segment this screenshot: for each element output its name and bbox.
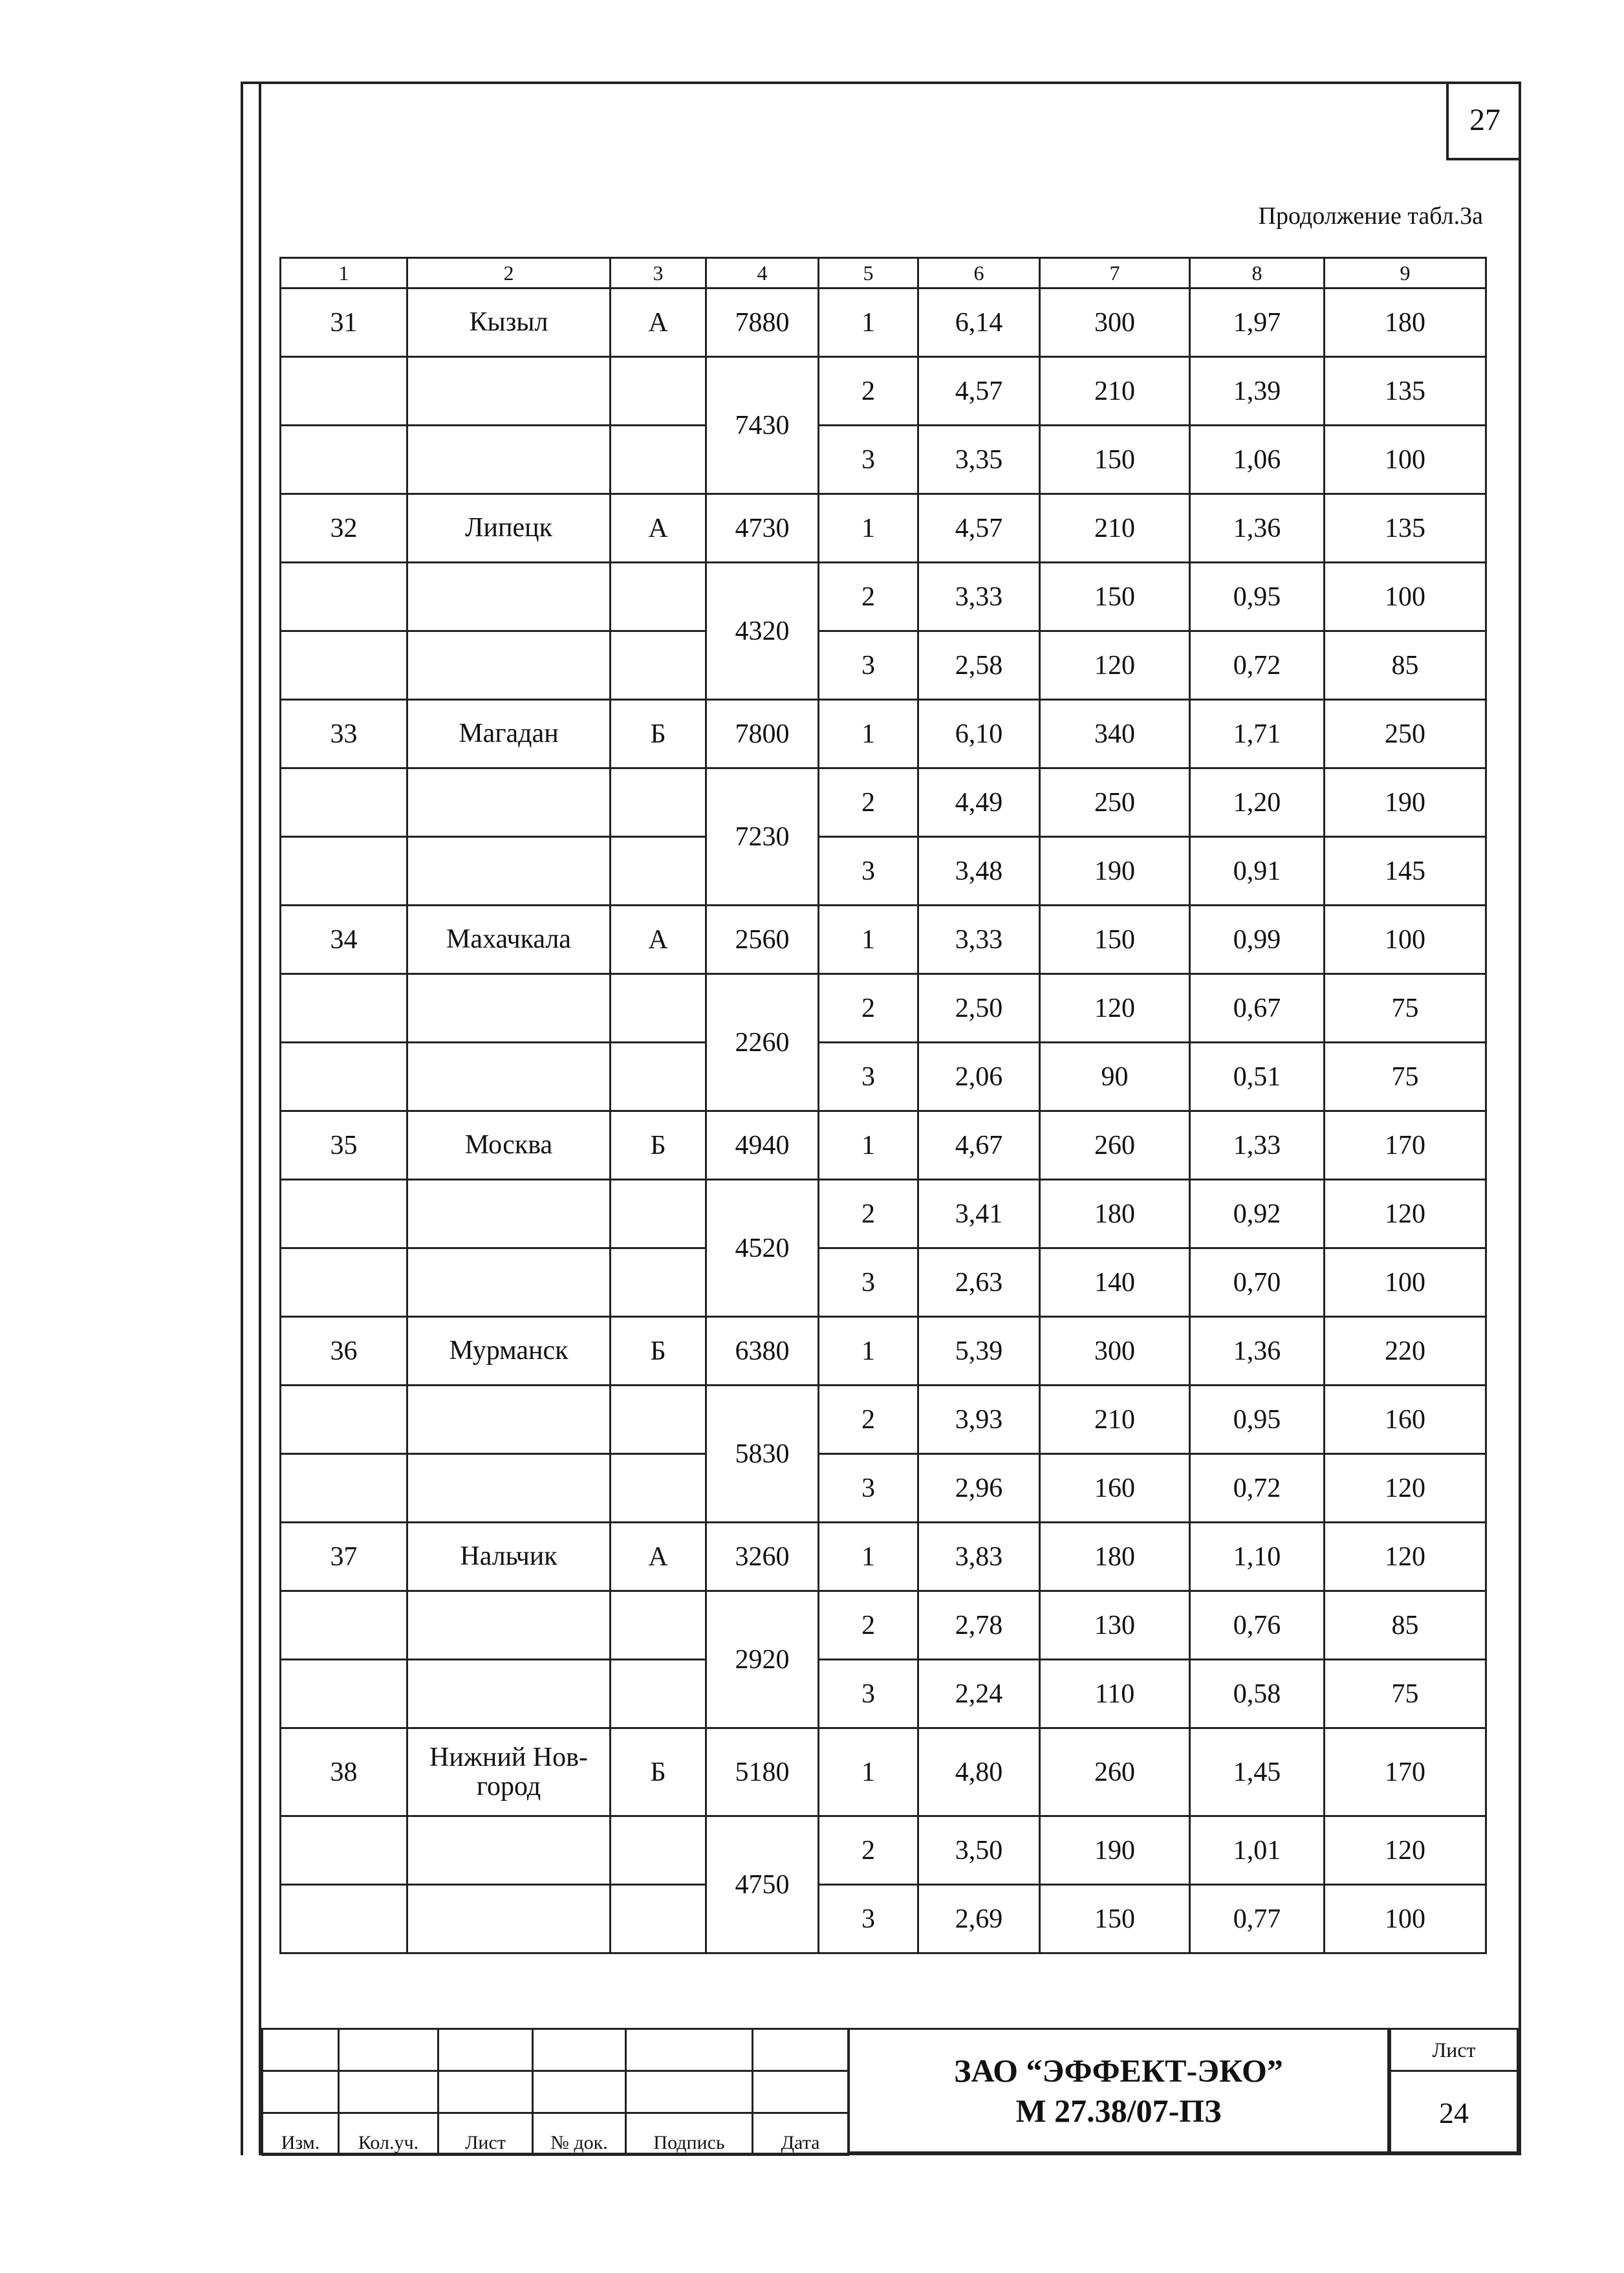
value-cell: 1 <box>819 1317 918 1386</box>
value-cell: 0,92 <box>1190 1180 1325 1248</box>
value-cell: 100 <box>1325 563 1486 631</box>
zone-cell <box>611 426 706 494</box>
value-cell: 150 <box>1040 906 1190 974</box>
city-cell: Нижний Нов- город <box>407 1728 611 1816</box>
table-row <box>281 1660 1486 1728</box>
zone-cell <box>611 974 706 1043</box>
table-row <box>281 426 1486 494</box>
value-cell: 1,45 <box>1190 1728 1325 1816</box>
city-cell <box>407 1660 611 1728</box>
value-cell: 0,99 <box>1190 906 1325 974</box>
zone-cell <box>611 768 706 837</box>
value-cell: 180 <box>1325 288 1486 357</box>
value-cell: 0,72 <box>1190 631 1325 700</box>
altitude-cell: 7800 <box>706 700 819 768</box>
city-cell: Кызыл <box>407 288 611 357</box>
value-cell: 120 <box>1040 974 1190 1043</box>
value-cell: 110 <box>1040 1660 1190 1728</box>
value-cell: 4,67 <box>918 1111 1040 1180</box>
value-cell: 3,33 <box>918 563 1040 631</box>
table-row <box>281 1043 1486 1111</box>
city-cell <box>407 1454 611 1523</box>
value-cell: 2,50 <box>918 974 1040 1043</box>
city-cell <box>407 1816 611 1885</box>
table-row <box>281 1523 1486 1591</box>
row-number-cell <box>281 768 407 837</box>
row-number-cell <box>281 1043 407 1111</box>
sheet-label: Лист <box>1391 2030 1517 2072</box>
value-cell: 160 <box>1040 1454 1190 1523</box>
value-cell: 4,57 <box>918 494 1040 563</box>
row-number-cell <box>281 1591 407 1660</box>
value-cell: 0,95 <box>1190 1386 1325 1454</box>
row-number-cell <box>281 426 407 494</box>
value-cell: 300 <box>1040 288 1190 357</box>
value-cell: 120 <box>1325 1180 1486 1248</box>
row-number-cell <box>281 1248 407 1317</box>
value-cell: 1,20 <box>1190 768 1325 837</box>
stamp-label-change: Изм. <box>263 2113 339 2155</box>
value-cell: 75 <box>1325 1043 1486 1111</box>
altitude-cell: 4320 <box>706 563 819 700</box>
altitude-cell: 2260 <box>706 974 819 1111</box>
row-number-cell <box>281 1454 407 1523</box>
value-cell: 120 <box>1040 631 1190 700</box>
value-cell: 160 <box>1325 1386 1486 1454</box>
row-number-cell <box>281 631 407 700</box>
value-cell: 135 <box>1325 357 1486 426</box>
value-cell: 0,76 <box>1190 1591 1325 1660</box>
column-number: 1 <box>281 258 407 288</box>
row-number-cell <box>281 1180 407 1248</box>
value-cell: 260 <box>1040 1728 1190 1816</box>
value-cell: 250 <box>1040 768 1190 837</box>
zone-cell: А <box>611 906 706 974</box>
row-number-cell: 36 <box>281 1317 407 1386</box>
value-cell: 145 <box>1325 837 1486 906</box>
altitude-cell: 4940 <box>706 1111 819 1180</box>
table-row <box>281 906 1486 974</box>
column-number: 4 <box>706 258 819 288</box>
table-row <box>281 1180 1486 1248</box>
table-row <box>281 1885 1486 1953</box>
zone-cell <box>611 1043 706 1111</box>
row-number-cell <box>281 1816 407 1885</box>
value-cell: 2,24 <box>918 1660 1040 1728</box>
value-cell: 1 <box>819 494 918 563</box>
value-cell: 250 <box>1325 700 1486 768</box>
value-cell: 2 <box>819 768 918 837</box>
stamp-label-doc: № док. <box>533 2113 626 2155</box>
table-row <box>281 1386 1486 1454</box>
value-cell: 135 <box>1325 494 1486 563</box>
table-row <box>281 494 1486 563</box>
zone-cell <box>611 1660 706 1728</box>
table-row <box>281 1317 1486 1386</box>
value-cell: 3,35 <box>918 426 1040 494</box>
value-cell: 2 <box>819 1180 918 1248</box>
value-cell: 3 <box>819 1454 918 1523</box>
zone-cell: Б <box>611 1111 706 1180</box>
value-cell: 120 <box>1325 1523 1486 1591</box>
value-cell: 300 <box>1040 1317 1190 1386</box>
value-cell: 3,48 <box>918 837 1040 906</box>
value-cell: 75 <box>1325 974 1486 1043</box>
altitude-cell: 7230 <box>706 768 819 906</box>
row-number-cell <box>281 974 407 1043</box>
table-row <box>281 837 1486 906</box>
value-cell: 2,96 <box>918 1454 1040 1523</box>
zone-cell <box>611 1180 706 1248</box>
sheet-number: 24 <box>1439 2096 1469 2129</box>
zone-cell <box>611 1591 706 1660</box>
value-cell: 3,93 <box>918 1386 1040 1454</box>
value-cell: 3 <box>819 1043 918 1111</box>
value-cell: 2 <box>819 563 918 631</box>
value-cell: 1 <box>819 1523 918 1591</box>
table-row <box>281 288 1486 357</box>
value-cell: 3,50 <box>918 1816 1040 1885</box>
value-cell: 3,41 <box>918 1180 1040 1248</box>
zone-cell <box>611 1386 706 1454</box>
zone-cell <box>611 1885 706 1953</box>
zone-cell <box>611 563 706 631</box>
value-cell: 120 <box>1325 1454 1486 1523</box>
value-cell: 1,01 <box>1190 1816 1325 1885</box>
row-number-cell <box>281 837 407 906</box>
zone-cell: А <box>611 288 706 357</box>
value-cell: 190 <box>1040 1816 1190 1885</box>
value-cell: 140 <box>1040 1248 1190 1317</box>
value-cell: 1,33 <box>1190 1111 1325 1180</box>
row-number-cell <box>281 357 407 426</box>
city-cell <box>407 837 611 906</box>
value-cell: 100 <box>1325 1248 1486 1317</box>
data-table <box>279 257 1487 1954</box>
value-cell: 3 <box>819 631 918 700</box>
altitude-cell: 2920 <box>706 1591 819 1728</box>
row-number-cell: 32 <box>281 494 407 563</box>
altitude-cell: 4730 <box>706 494 819 563</box>
value-cell: 0,70 <box>1190 1248 1325 1317</box>
zone-cell: Б <box>611 1728 706 1816</box>
row-number-cell: 33 <box>281 700 407 768</box>
title-block <box>261 2028 1519 2153</box>
row-number-cell <box>281 1386 407 1454</box>
city-cell: Махачкала <box>407 906 611 974</box>
value-cell: 3,83 <box>918 1523 1040 1591</box>
value-cell: 6,10 <box>918 700 1040 768</box>
city-cell <box>407 563 611 631</box>
value-cell: 0,51 <box>1190 1043 1325 1111</box>
value-cell: 2 <box>819 1591 918 1660</box>
value-cell: 2 <box>819 974 918 1043</box>
revision-grid <box>261 2028 849 2156</box>
value-cell: 1,97 <box>1190 288 1325 357</box>
altitude-cell: 2560 <box>706 906 819 974</box>
zone-cell: Б <box>611 1317 706 1386</box>
city-cell <box>407 1386 611 1454</box>
city-cell: Мурманск <box>407 1317 611 1386</box>
row-number-cell: 37 <box>281 1523 407 1591</box>
value-cell: 170 <box>1325 1728 1486 1816</box>
row-number-cell <box>281 1660 407 1728</box>
table-row <box>281 974 1486 1043</box>
value-cell: 130 <box>1040 1591 1190 1660</box>
value-cell: 100 <box>1325 906 1486 974</box>
value-cell: 2 <box>819 1386 918 1454</box>
row-number-cell: 38 <box>281 1728 407 1816</box>
value-cell: 2,06 <box>918 1043 1040 1111</box>
value-cell: 150 <box>1040 426 1190 494</box>
value-cell: 150 <box>1040 1885 1190 1953</box>
zone-cell <box>611 631 706 700</box>
altitude-cell: 5180 <box>706 1728 819 1816</box>
row-number-cell: 35 <box>281 1111 407 1180</box>
altitude-cell: 4750 <box>706 1816 819 1953</box>
value-cell: 0,77 <box>1190 1885 1325 1953</box>
value-cell: 180 <box>1040 1523 1190 1591</box>
city-cell <box>407 768 611 837</box>
altitude-cell: 7880 <box>706 288 819 357</box>
city-cell <box>407 1043 611 1111</box>
zone-cell <box>611 1816 706 1885</box>
document-code: М 27.38/07-ПЗ <box>1015 2093 1222 2129</box>
value-cell: 1,39 <box>1190 357 1325 426</box>
table-row <box>281 1248 1486 1317</box>
stamp-label-qty: Кол.уч. <box>339 2113 438 2155</box>
column-number: 9 <box>1325 258 1486 288</box>
value-cell: 1 <box>819 1728 918 1816</box>
company-name: ЗАО “ЭФФЕКТ-ЭКО” <box>954 2052 1283 2089</box>
value-cell: 2 <box>819 357 918 426</box>
value-cell: 1,36 <box>1190 1317 1325 1386</box>
value-cell: 1 <box>819 288 918 357</box>
column-number: 7 <box>1040 258 1190 288</box>
value-cell: 1,06 <box>1190 426 1325 494</box>
table-row <box>281 1816 1486 1885</box>
table-row <box>281 1728 1486 1816</box>
altitude-cell: 3260 <box>706 1523 819 1591</box>
column-number: 6 <box>918 258 1040 288</box>
value-cell: 2,58 <box>918 631 1040 700</box>
zone-cell <box>611 1248 706 1317</box>
value-cell: 120 <box>1325 1816 1486 1885</box>
value-cell: 75 <box>1325 1660 1486 1728</box>
value-cell: 210 <box>1040 1386 1190 1454</box>
value-cell: 2,78 <box>918 1591 1040 1660</box>
value-cell: 0,72 <box>1190 1454 1325 1523</box>
value-cell: 3 <box>819 1885 918 1953</box>
value-cell: 4,80 <box>918 1728 1040 1816</box>
city-cell <box>407 631 611 700</box>
value-cell: 4,57 <box>918 357 1040 426</box>
city-cell <box>407 1248 611 1317</box>
city-cell: Москва <box>407 1111 611 1180</box>
value-cell: 100 <box>1325 426 1486 494</box>
page-number: 27 <box>1446 82 1521 160</box>
altitude-cell: 6380 <box>706 1317 819 1386</box>
table-caption: Продолжение табл.3а <box>1258 202 1483 230</box>
value-cell: 1,10 <box>1190 1523 1325 1591</box>
column-number: 8 <box>1190 258 1325 288</box>
value-cell: 150 <box>1040 563 1190 631</box>
value-cell: 180 <box>1040 1180 1190 1248</box>
value-cell: 340 <box>1040 700 1190 768</box>
value-cell: 1 <box>819 1111 918 1180</box>
value-cell: 170 <box>1325 1111 1486 1180</box>
column-number: 3 <box>611 258 706 288</box>
stamp-label-sheet: Лист <box>438 2113 533 2155</box>
city-cell: Липецк <box>407 494 611 563</box>
city-cell <box>407 1591 611 1660</box>
altitude-cell: 7430 <box>706 357 819 494</box>
table-row <box>281 768 1486 837</box>
value-cell: 3 <box>819 1660 918 1728</box>
city-cell <box>407 1885 611 1953</box>
city-cell <box>407 974 611 1043</box>
value-cell: 0,67 <box>1190 974 1325 1043</box>
value-cell: 0,95 <box>1190 563 1325 631</box>
table-row <box>281 563 1486 631</box>
value-cell: 210 <box>1040 494 1190 563</box>
table-row <box>281 1591 1486 1660</box>
table-row <box>281 700 1486 768</box>
value-cell: 220 <box>1325 1317 1486 1386</box>
value-cell: 1 <box>819 700 918 768</box>
altitude-cell: 5830 <box>706 1386 819 1523</box>
value-cell: 190 <box>1040 837 1190 906</box>
value-cell: 100 <box>1325 1885 1486 1953</box>
table-row <box>281 357 1486 426</box>
value-cell: 1,71 <box>1190 700 1325 768</box>
zone-cell: Б <box>611 700 706 768</box>
value-cell: 1 <box>819 906 918 974</box>
stamp-label-signature: Подпись <box>626 2113 753 2155</box>
table-row <box>281 631 1486 700</box>
zone-cell <box>611 1454 706 1523</box>
table-row <box>281 1111 1486 1180</box>
zone-cell: А <box>611 1523 706 1591</box>
value-cell: 190 <box>1325 768 1486 837</box>
column-number: 2 <box>407 258 611 288</box>
value-cell: 3 <box>819 1248 918 1317</box>
zone-cell <box>611 357 706 426</box>
value-cell: 2,63 <box>918 1248 1040 1317</box>
value-cell: 2,69 <box>918 1885 1040 1953</box>
city-cell <box>407 1180 611 1248</box>
row-number-cell: 34 <box>281 906 407 974</box>
city-cell <box>407 357 611 426</box>
zone-cell <box>611 837 706 906</box>
value-cell: 90 <box>1040 1043 1190 1111</box>
row-number-cell: 31 <box>281 288 407 357</box>
row-number-cell <box>281 563 407 631</box>
city-cell: Магадан <box>407 700 611 768</box>
value-cell: 210 <box>1040 357 1190 426</box>
value-cell: 1,36 <box>1190 494 1325 563</box>
value-cell: 3 <box>819 837 918 906</box>
value-cell: 85 <box>1325 631 1486 700</box>
value-cell: 260 <box>1040 1111 1190 1180</box>
value-cell: 3,33 <box>918 906 1040 974</box>
city-cell: Нальчик <box>407 1523 611 1591</box>
value-cell: 85 <box>1325 1591 1486 1660</box>
city-cell <box>407 426 611 494</box>
column-number: 5 <box>819 258 918 288</box>
column-number-row <box>281 258 1486 288</box>
stamp-title <box>847 2028 1389 2153</box>
sheet-box <box>1389 2028 1519 2153</box>
stamp-label-date: Дата <box>753 2113 849 2155</box>
value-cell: 2 <box>819 1816 918 1885</box>
value-cell: 0,91 <box>1190 837 1325 906</box>
row-number-cell <box>281 1885 407 1953</box>
value-cell: 5,39 <box>918 1317 1040 1386</box>
value-cell: 0,58 <box>1190 1660 1325 1728</box>
altitude-cell: 4520 <box>706 1180 819 1317</box>
zone-cell: А <box>611 494 706 563</box>
table-row <box>281 1454 1486 1523</box>
value-cell: 4,49 <box>918 768 1040 837</box>
value-cell: 6,14 <box>918 288 1040 357</box>
value-cell: 3 <box>819 426 918 494</box>
